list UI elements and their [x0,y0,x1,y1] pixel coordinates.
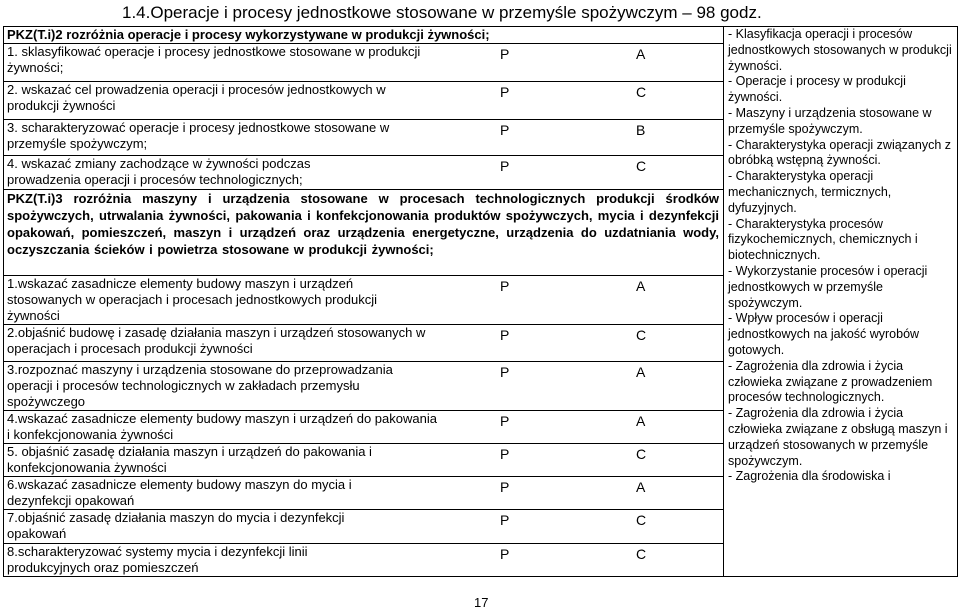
topic-item: - Wykorzystanie procesów i operacji jednostkowych w przemyśle spożywczym. [728,263,928,310]
outcome-level: P [500,327,510,343]
page-number: 17 [474,595,489,610]
topic-item: - Zagrożenia dla środowiska i [728,469,891,484]
outcome-category: C [636,327,647,343]
outcome-text: 4.wskazać zasadnicze elementy budowy maszyn i urządzeń do pakowania i konfekcjonowania żywności [7,411,437,442]
outcome-row [4,44,723,81]
outcome-text: 4. wskazać zmiany zachodzące w żywności podczas prowadzenia operacji i procesów technologicznych; [7,156,311,187]
outcome-text: 5. objaśnić zasadę działania maszyn i urządzeń do pakowania i konfekcjonowania żywności [7,444,372,475]
outcome-category: C [636,84,647,100]
outcome-text: 1. sklasyfikować operacje i procesy jednostkowe stosowane w produkcji żywności; [7,44,421,75]
topic-item: - Charakterystyka operacji związanych z obróbką wstępną żywności. [728,137,951,168]
page-title: 1.4.Operacje i procesy jednostkowe stosowane w przemyśle spożywczym – 98 godz. [122,3,762,22]
outcome-text: 3.rozpoznać maszyny i urządzenia stosowane do przeprowadzania operacji i procesów technologicznych w zakładach przemysłu spożywczego [7,362,393,409]
outcome-text: 2. wskazać cel prowadzenia operacji i procesów jednostkowych w produkcji żywności [7,82,386,113]
outcome-text: 2.objaśnić budowę i zasadę działania maszyn i urządzeń stosowanych w operacjach i procesach produkcji żywności [7,325,426,356]
topic-item: - Klasyfikacja operacji i procesów jednostkowych stosowanych w produkcji żywności. [728,27,952,73]
outcome-level: P [500,364,510,380]
outcome-row [4,444,723,476]
topic-item: - Zagrożenia dla zdrowia i życia człowieka związane z obsługą maszyn i urządzeń stosowanych w przemyśle spożywczym. [728,406,948,468]
outcome-text: 8.scharakteryzować systemy mycia i dezynfekcji linii produkcyjnych oraz pomieszczeń [7,544,308,575]
outcome-row [4,362,723,410]
outcome-category: A [636,364,646,380]
outcome-level: P [500,479,510,495]
outcome-level: P [500,446,510,462]
outcome-category: A [636,413,646,429]
outcome-row [4,156,723,189]
section1-header: PKZ(T.i)2 rozróżnia operacje i procesy wykorzystywane w produkcji żywności; [7,27,490,42]
topic-item: - Operacje i procesy w produkcji żywności. [728,74,906,105]
topic-item: - Zagrożenia dla zdrowia i życia człowieka związane z prowadzeniem procesów technologicznych. [728,358,933,405]
section2-header: PKZ(T.i)3 rozróżnia maszyny i urządzenia stosowane w procesach technologicznych produkcji środków spożywczych, utrwalania żywności, pakowania i konfekcjonowania produktów spożywczych, mycia i dezynfekcji opakowań, pomieszczeń, maszyn i urządzeń oraz urządzenia energetyczne, urządzenia do uzdatniania wody, oczyszczania ścieków i powietrza stosowane w produkcji żywności; [7,191,719,257]
outcome-row [4,276,723,324]
outcome-category: A [636,46,646,62]
outcome-row [4,510,723,543]
outcome-row [4,120,723,155]
outcome-category: C [636,446,647,462]
outcome-row [4,82,723,119]
outcome-category: A [636,278,646,294]
learning-outcomes-column [4,27,724,577]
outcome-text: 1.wskazać zasadnicze elementy budowy maszyn i urządzeń stosowanych w operacjach i procesach jednostkowych produkcji żywności [7,276,377,323]
curriculum-table [3,26,958,577]
outcome-level: P [500,122,510,138]
outcome-level: P [500,413,510,429]
outcome-category: A [636,479,646,495]
outcome-level: P [500,278,510,294]
outcome-level: P [500,512,510,528]
content-topics-column [724,27,958,577]
outcome-level: P [500,158,510,174]
topic-item: - Charakterystyka operacji mechanicznych, termicznych, dyfuzyjnych. [728,169,892,215]
outcome-level: P [500,546,510,562]
outcome-row [4,477,723,509]
outcome-level: P [500,84,510,100]
outcome-category: C [636,512,647,528]
outcome-text: 3. scharakteryzować operacje i procesy jednostkowe stosowane w przemyśle spożywczym; [7,120,390,151]
outcome-row [4,544,723,576]
outcome-row [4,411,723,443]
outcome-level: P [500,46,510,62]
topic-item: - Charakterystyka procesów fizykochemicznych, chemicznych i biotechnicznych. [728,216,918,263]
outcome-category: C [636,158,647,174]
outcome-text: 7.objaśnić zasadę działania maszyn do mycia i dezynfekcji opakowań [7,510,345,541]
outcome-category: C [636,546,647,562]
outcome-category: B [636,122,646,138]
topic-item: - Maszyny i urządzenia stosowane w przemyśle spożywczym. [728,105,932,136]
outcome-row [4,325,723,361]
topic-item: - Wpływ procesów i operacji jednostkowych na jakość wyrobów gotowych. [728,311,920,357]
outcome-text: 6.wskazać zasadnicze elementy budowy maszyn do mycia i dezynfekcji opakowań [7,477,352,508]
